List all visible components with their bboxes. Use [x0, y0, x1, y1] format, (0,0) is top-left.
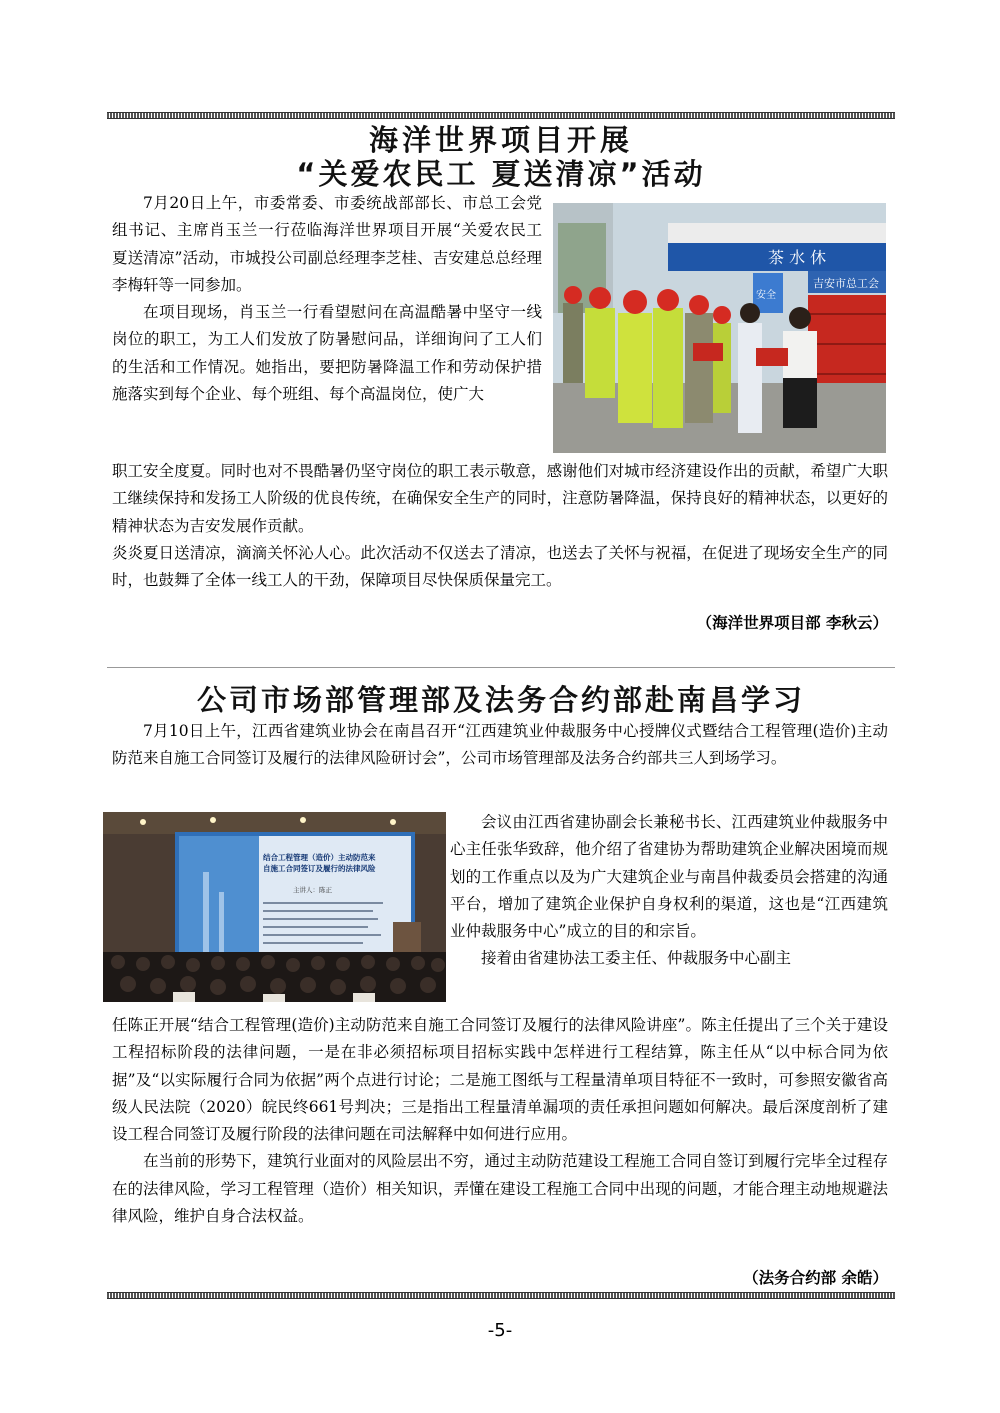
article1-paragraph-2-part2: 职工安全度夏。同时也对不畏酷暑仍坚守岗位的职工表示敬意，感谢他们对城市经济建设作出的贡献，希望广大职工继续保持和发扬工人阶级的优良传统，在确保安全生产的同时，注意防暑降温，保持良好的精神状态，以更好的精神状态为吉安发展作贡献。 [112, 462, 888, 535]
article1-title-line1: 海洋世界项目开展 [368, 123, 633, 157]
bottom-border-rule [107, 1292, 895, 1299]
construction-site-photo [553, 203, 886, 453]
article2-text-lower [112, 1012, 888, 1230]
article2-text-top [112, 718, 888, 773]
article2-paragraph-4: 在当前的形势下，建筑行业面对的风险层出不穷，通过主动防范建设工程施工合同自签订到履行完毕全过程存在的法律风险，学习工程管理（造价）相关知识，弄懂在建设工程施工合同中出现的问题，才能合理主动地规避法律风险，维护自身合法权益。 [112, 1152, 888, 1226]
article1-text-lower [112, 458, 888, 594]
page-number: -5- [487, 1320, 513, 1341]
photo-side-sign: 吉安市总工会 [813, 277, 879, 290]
slide-title-line2: 自施工合同签订及履行的法律风险 [263, 864, 376, 873]
article1-title-line2: “关爱农民工 夏送清凉”活动 [296, 157, 706, 191]
article2-text-beside-photo [450, 809, 888, 973]
article2-photo [103, 812, 446, 1002]
photo-booth-text: 安全 [756, 290, 776, 301]
article2-paragraph-1: 7月10日上午，江西省建筑业协会在南昌召开“江西建筑业仲裁服务中心授牌仪式暨结合工程管理(造价)主动防范来自施工合同签订及履行的法律风险研讨会”，公司市场管理部及法务合约部共三人到场学习。 [112, 722, 888, 768]
article2-paragraph-3-part2: 任陈正开展“结合工程管理(造价)主动防范来自施工合同签订及履行的法律风险讲座”。陈主任提出了三个关于建设工程招标阶段的法律问题，一是在非必须招标项目招标实践中怎样进行工程结算，陈主任从“以中标合同为依据”及“以实际履行合同为依据”两个点进行讨论；二是施工图纸与工程量清单项目特征不一致时，可参照安徽省高级人民法院（2020）皖民终661号判决；三是指出工程量清单漏项的责任承担问题如何解决。最后深度剖析了建设工程合同签订及履行阶段的法律问题在司法解释中如何进行应用。 [112, 1016, 888, 1144]
slide-presenter: 主讲人：陈正 [293, 886, 332, 894]
article1-text-upper [112, 190, 542, 408]
article2-paragraph-2: 会议由江西省建协副会长兼秘书长、江西建筑业仲裁服务中心主任张华致辞，他介绍了省建协为帮助建筑企业解决困境而规划的工作重点以及为广大建筑企业与南昌仲裁委员会搭建的沟通平台，增加了建筑企业保护自身权利的渠道，这也是“江西建筑业仲裁服务中心”成立的目的和宗旨。 [450, 813, 888, 941]
conference-photo [103, 812, 446, 1002]
article-divider [107, 667, 895, 668]
article1-photo [553, 203, 886, 453]
photo-banner-text: 茶 水 休 [768, 248, 827, 267]
article1-paragraph-2-part1: 在项目现场，肖玉兰一行看望慰问在高温酷暑中坚守一线岗位的职工，为工人们发放了防暑慰问品，详细询问了工人们的生活和工作情况。她指出，要把防暑降温工作和劳动保护措施落实到每个企业、每个班组、每个高温岗位，使广大 [112, 303, 542, 404]
article1-paragraph-1: 7月20日上午，市委常委、市委统战部部长、市总工会党组书记、主席肖玉兰一行莅临海洋世界项目开展“关爱农民工 夏送清凉”活动，市城投公司副总经理李芝桂、吉安建总总经理李梅轩等一同参加。 [112, 194, 542, 294]
article2-signature: （法务合约部 余皓） [743, 1269, 888, 1287]
slide-title-line1: 结合工程管理（造价）主动防范来 [263, 853, 376, 862]
article1-paragraph-3: 炎炎夏日送清凉，滴滴关怀沁人心。此次活动不仅送去了清凉，也送去了关怀与祝福，在促进了现场安全生产的同时，也鼓舞了全体一线工人的干劲，保障项目尽快保质保量完工。 [112, 543, 888, 590]
article1-signature: （海洋世界项目部 李秋云） [696, 614, 888, 632]
article2-title: 公司市场部管理部及法务合约部赴南昌学习 [196, 683, 805, 717]
article2-paragraph-3-part1: 接着由省建协法工委主任、仲裁服务中心副主 [481, 949, 792, 968]
